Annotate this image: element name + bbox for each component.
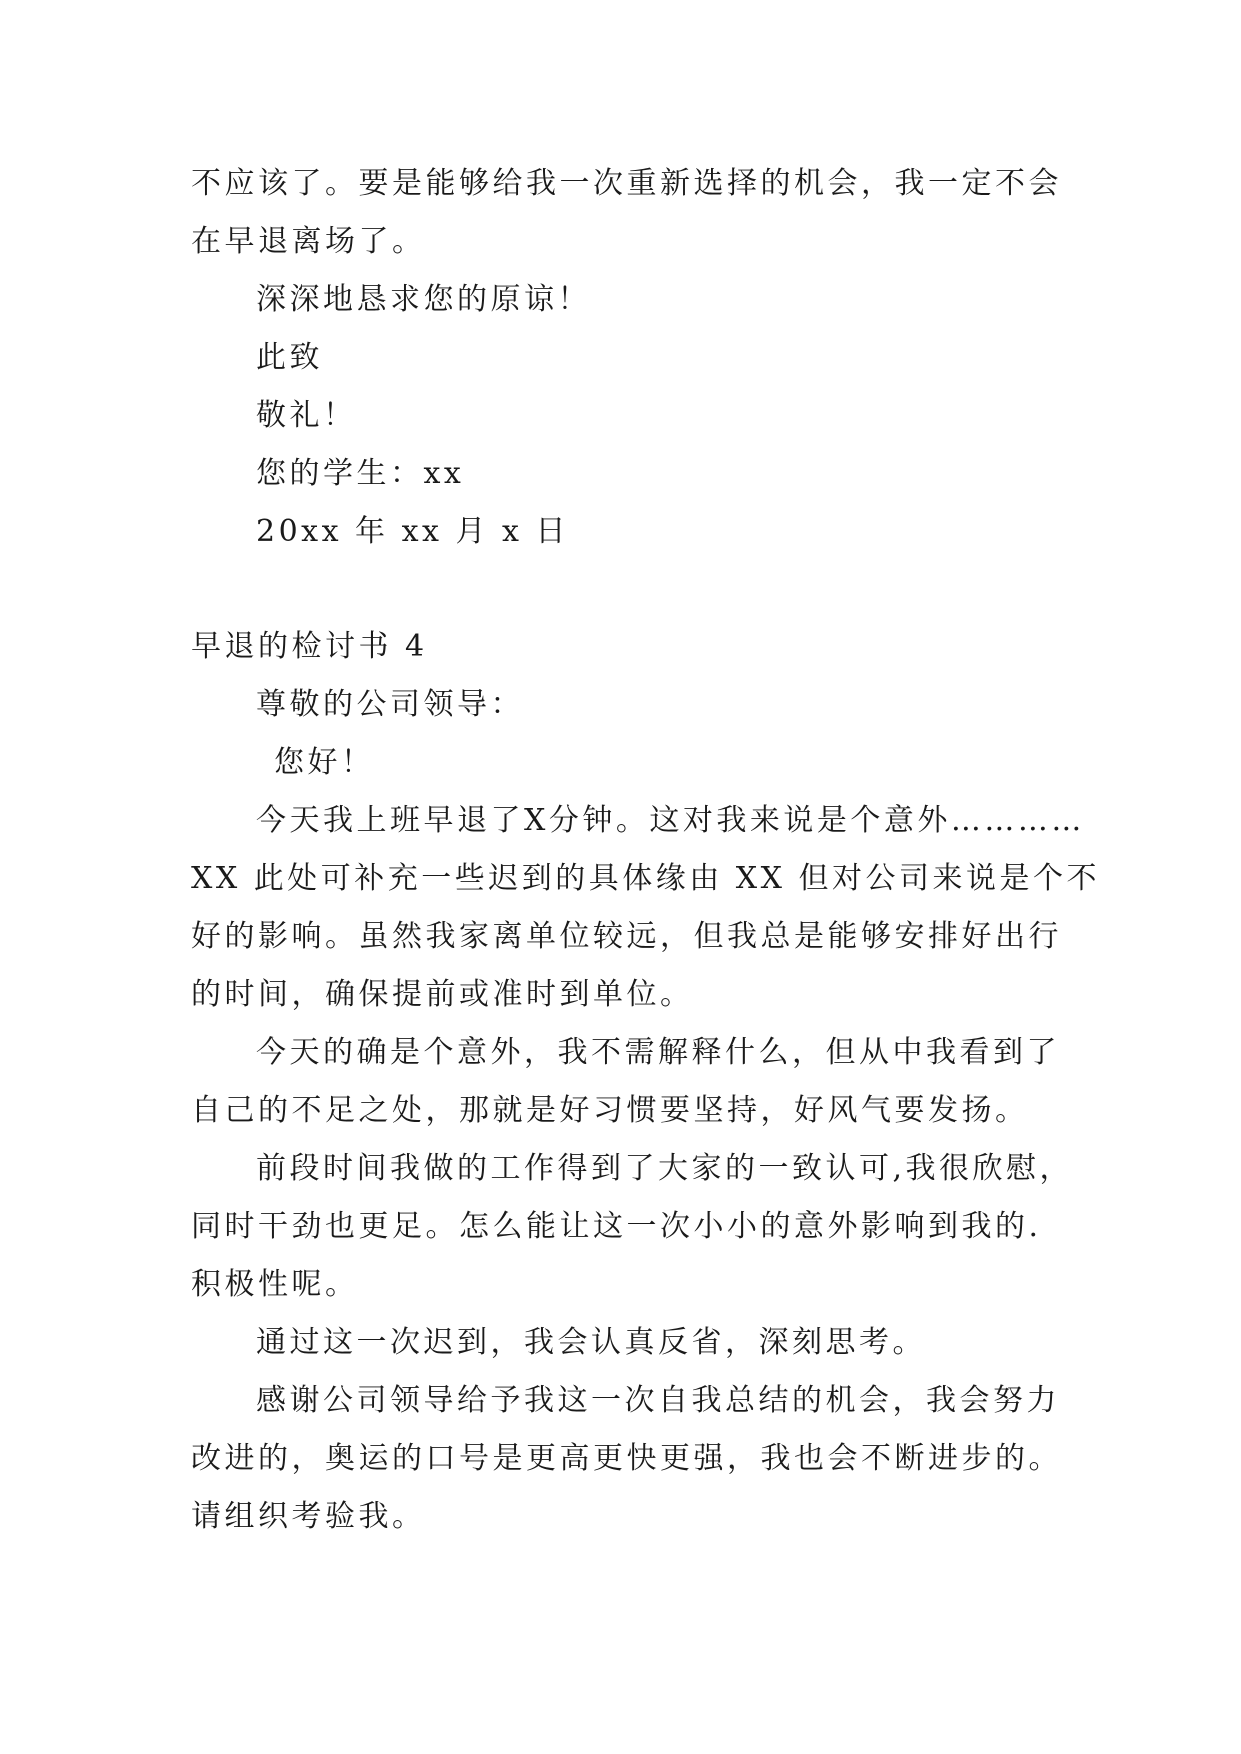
closing-regards: 敬礼！ [256, 398, 357, 433]
body-text-line: 同时干劲也更足。怎么能让这一次小小的意外影响到我的. [191, 1209, 1042, 1244]
body-text-line: 好的影响。虽然我家离单位较远，但我总是能够安排好出行 [191, 919, 1062, 954]
greeting-recipient: 尊敬的公司领导： [256, 687, 524, 722]
body-text-line: 的时间，确保提前或准时到单位。 [191, 977, 694, 1012]
body-text-line: 不应该了。要是能够给我一次重新选择的机会，我一定不会 [191, 166, 1062, 201]
signature-line: 您的学生：xx [256, 456, 465, 491]
body-text-line: 今天的确是个意外，我不需解释什么，但从中我看到了 [256, 1035, 1060, 1070]
body-text-line: 改进的，奥运的口号是更高更快更强，我也会不断进步的。 [191, 1441, 1062, 1476]
greeting-hello: 您好！ [274, 745, 375, 780]
apology-line: 深深地恳求您的原谅！ [256, 282, 591, 317]
date-line: 20xx 年 xx 月 x 日 [256, 514, 569, 549]
body-text-line: 今天我上班早退了X分钟。这对我来说是个意外………… [256, 803, 1085, 838]
body-text-line: 感谢公司领导给予我这一次自我总结的机会，我会努力 [256, 1383, 1060, 1418]
body-text-line: XX 此处可补充一些迟到的具体缘由 XX 但对公司来说是个不 [191, 861, 1101, 896]
section-title: 早退的检讨书 4 [191, 629, 428, 664]
body-text-line: 在早退离场了。 [191, 224, 426, 259]
body-text-line: 积极性呢。 [191, 1267, 359, 1302]
closing-salutation: 此致 [256, 340, 323, 375]
body-text-line: 请组织考验我。 [191, 1499, 426, 1534]
body-text-line: 通过这一次迟到，我会认真反省，深刻思考。 [256, 1325, 926, 1360]
body-text-line: 前段时间我做的工作得到了大家的一致认可,我很欣慰， [256, 1151, 1074, 1186]
body-text-line: 自己的不足之处，那就是好习惯要坚持，好风气要发扬。 [191, 1093, 1029, 1128]
